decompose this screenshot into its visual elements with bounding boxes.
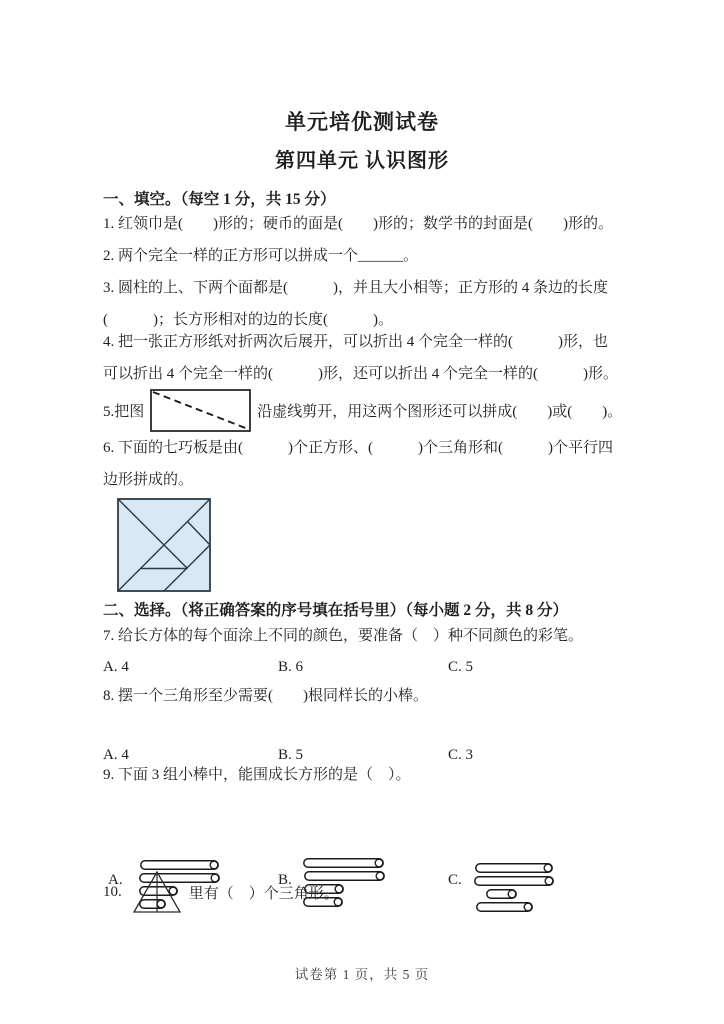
question-7-options	[103, 652, 621, 682]
question-9: 9. 下面 3 组小棒中，能围成长方形的是（ ）。	[103, 767, 411, 783]
q7-option-a: A. 4	[103, 659, 129, 675]
q9-group-label-1: B.	[278, 872, 292, 888]
question-6: 6. 下面的七巧板是由( )个正方形、( )个三角形和( )个平行四边形拼成的。	[103, 440, 613, 488]
question-4: 4. 把一张正方形纸对折两次后展开，可以折出 4 个完全一样的( )形，也可以折出 4 个完全一样的( )形，还可以折出 4 个完全一样的( )形。	[103, 334, 618, 382]
question-7: 7. 给长方体的每个面涂上不同的颜色，要准备（ ）种不同颜色的彩笔。	[103, 628, 584, 644]
q9-group-label-2: C.	[448, 872, 462, 888]
q9-group-label-0: A.	[108, 872, 123, 888]
q7-option-b: B. 6	[278, 659, 304, 675]
paper-title: 单元培优测试卷	[285, 110, 439, 134]
triangle-figure	[132, 870, 181, 914]
question-3: 3. 圆柱的上、下两个面都是( )，并且大小相等；正方形的 4 条边的长度( )；长方形相对的边的长度( )。	[103, 280, 608, 328]
question-5-text-after: 沿虚线剪开，用这两个图形还可以拼成( )或( )。	[257, 403, 623, 420]
question-8: 8. 摆一个三角形至少需要( )根同样长的小棒。	[103, 688, 428, 704]
page-footer: 试卷第 1 页，共 5 页	[294, 967, 430, 982]
question-1: 1. 红领巾是( )形的；硬币的面是( )形的；数学书的封面是( )形的。	[103, 216, 613, 232]
q7-option-c: C. 5	[448, 659, 474, 675]
section2-heading: 二、选择。（将正确答案的序号填在括号里）（每小题 2 分，共 8 分）	[103, 602, 569, 619]
rectangle-dashed-diagonal-figure	[150, 389, 251, 432]
q8-option-b: B. 5	[278, 747, 304, 763]
question-10-number: 10.	[103, 883, 122, 900]
question-10-text: 里有（ ）个三角形。	[188, 885, 339, 902]
q8-option-a: A. 4	[103, 747, 129, 763]
tangram-figure	[117, 498, 211, 597]
question-5-text-before: 5.把图	[103, 403, 145, 420]
question-5	[103, 388, 621, 432]
tangram-svg	[117, 498, 211, 592]
question-2: 2. 两个完全一样的正方形可以拼成一个______。	[103, 248, 419, 264]
q8-option-c: C. 3	[448, 747, 474, 763]
unit-subtitle: 第四单元 认识图形	[275, 150, 449, 172]
question-10	[103, 868, 621, 916]
section1-heading: 一、填空。（每空 1 分，共 15 分）	[103, 191, 336, 208]
